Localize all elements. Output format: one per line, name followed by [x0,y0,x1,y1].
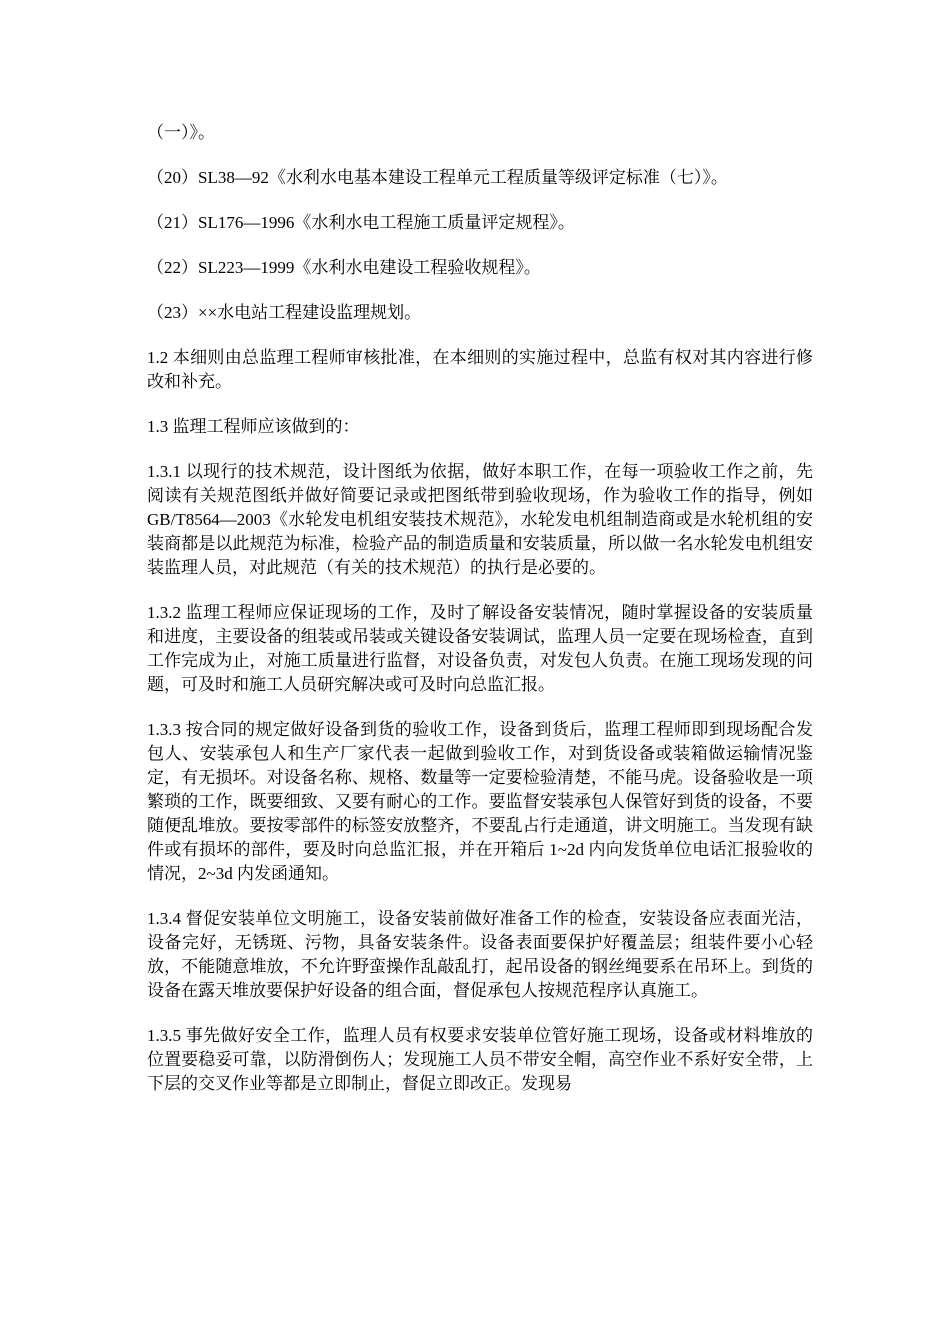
paragraph-section-1-3: 1.3 监理工程师应该做到的： [147,417,360,436]
document-body [147,121,813,1117]
paragraph-section-1-3-1: 1.3.1 以现行的技术规范，设计图纸为依据，做好本职工作，在每一项验收工作之前，先阅读有关规范图纸并做好简要记录或把图纸带到验收现场，作为验收工作的指导，例如 GB/T8564—2003《水轮发电机组安装技术规范》，水轮发电机组制造商或是水轮机组的安装商都是以此规范为标准，检验产品的制造质量和安装质量，所以做一名水轮发电机组安装监理人员，对此规范（有关的技术规范）的执行是必要的。 [147,462,813,577]
paragraph-reference-23: （23）××水电站工程建设监理规划。 [147,303,422,322]
paragraph-section-1-3-3: 1.3.3 按合同的规定做好设备到货的验收工作，设备到货后，监理工程师即到现场配合发包人、安装承包人和生产厂家代表一起做到验收工作，对到货设备或装箱做运输情况鉴定，有无损坏。对设备名称、规格、数量等一定要检验清楚，不能马虎。设备验收是一项繁琐的工作，既要细致、又要有耐心的工作。要监督安装承包人保管好到货的设备，不要随便乱堆放。要按零部件的标签安放整齐，不要乱占行走通道，讲文明施工。当发现有缺件或有损坏的部件，要及时向总监汇报，并在开箱后 1~2d 内向发货单位电话汇报验收的情况，2~3d 内发函通知。 [147,720,813,883]
paragraph-section-1-3-5: 1.3.5 事先做好安全工作，监理人员有权要求安装单位管好施工现场，设备或材料堆放的位置要稳妥可靠，以防滑倒伤人；发现施工人员不带安全帽，高空作业不系好安全带，上下层的交叉作业等都是立即制止，督促立即改正。发现易 [147,1026,813,1093]
paragraph-reference-22: （22）SL223—1999《水利水电建设工程验收规程》。 [147,258,541,277]
paragraph-section-1-3-4: 1.3.4 督促安装单位文明施工，设备安装前做好准备工作的检查，安装设备应表面光洁，设备完好，无锈斑、污物，具备安装条件。设备表面要保护好覆盖层；组装件要小心轻放，不能随意堆放，不允许野蛮操作乱敲乱打，起吊设备的钢丝绳要系在吊环上。到货的设备在露天堆放要保护好设备的组合面，督促承包人按规范程序认真施工。 [147,909,813,1000]
paragraph-reference-20: （20）SL38—92《水利水电基本建设工程单元工程质量等级评定标准（七）》。 [147,168,728,187]
paragraph-section-1-2: 1.2 本细则由总监理工程师审核批准，在本细则的实施过程中，总监有权对其内容进行修改和补充。 [147,348,813,391]
paragraph-reference-21: （21）SL176—1996《水利水电工程施工质量评定规程》。 [147,213,575,232]
paragraph-section-1-3-2: 1.3.2 监理工程师应保证现场的工作，及时了解设备安装情况，随时掌握设备的安装质量和进度，主要设备的组装或吊装或关键设备安装调试，监理人员一定要在现场检查，直到工作完成为止，对施工质量进行监督，对设备负责，对发包人负责。在施工现场发现的问题，可及时和施工人员研究解决或可及时向总监汇报。 [147,603,813,694]
paragraph-item-1-continuation: （一）》。 [147,123,215,142]
